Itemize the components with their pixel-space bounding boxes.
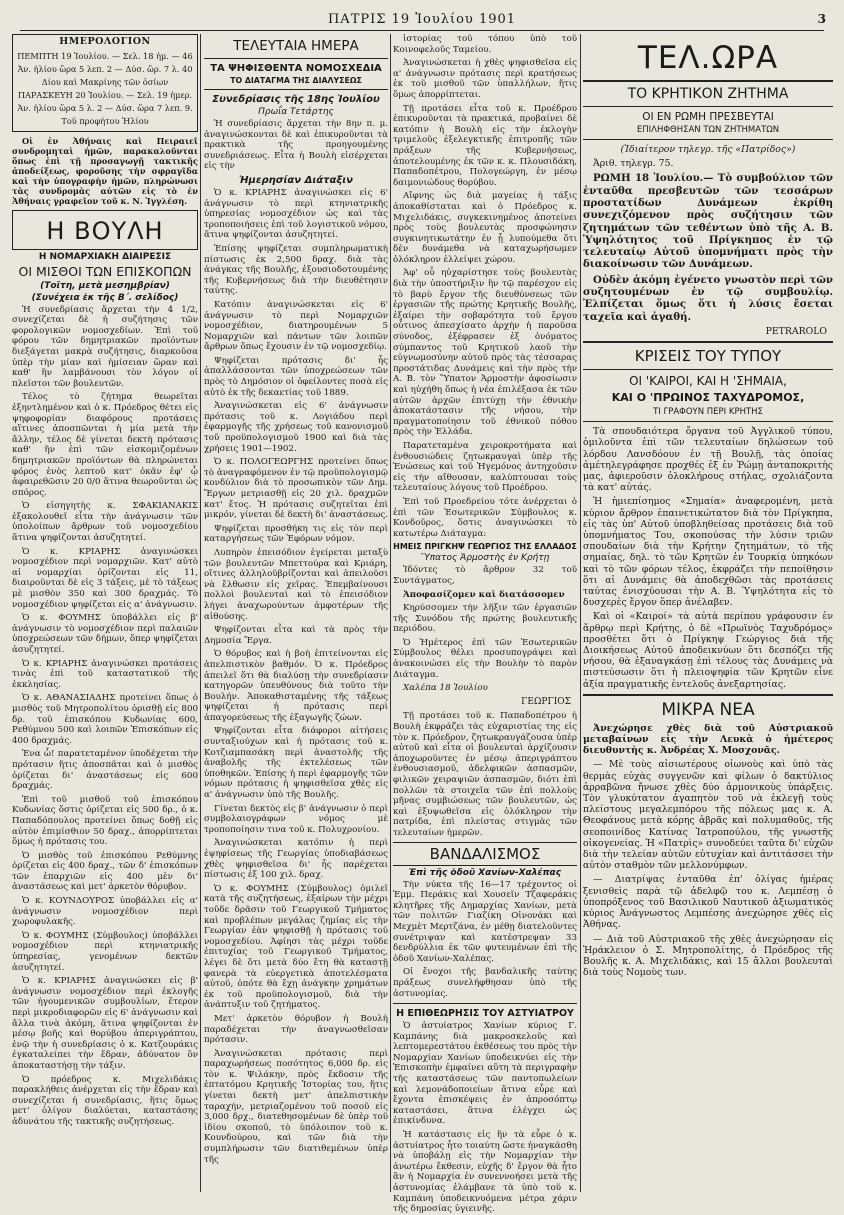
column-4 (583, 34, 833, 1192)
article-subhead: ΟΙ 'ΚΑΙΡΟΙ, ΚΑΙ Η 'ΣΗΜΑΙΑ, (629, 374, 787, 389)
article-subhead: Ἐπὶ τῆς ὁδοῦ Χανίων-Χαλέπας (408, 867, 562, 878)
divider (393, 1003, 577, 1004)
article-headline: ΒΑΝΔΑΛΙΣΜΟΣ (393, 842, 577, 866)
calendar-title: ΗΜΕΡΟΛΟΓΙΟΝ (59, 36, 151, 47)
masthead-rule (20, 30, 824, 31)
article-subhead: (Συνέχεια ἐκ τῆς Β΄. σελίδος) (31, 292, 179, 303)
article-paragraph: Τῇ προτάσει τοῦ κ. Παπαδοπέτρου ἡ Βουλὴ ἐκφράζει τὰς εὐχαριστίας της εἰς τὸν κ. Πρόεδρον, ζητωκραυγάζουσα ὑπὲρ αὐτοῦ καὶ εἶτα οἱ βουλευταὶ ἀρχίζουσιν ἀποχωροῦντες ἐν μέσῳ ἀπεριγράπτου ἐνθουσιασμοῦ, ἀδελφικῶν ἀσπασμῶν, φιλικῶν χειραψιῶν ἀσπασμῶν, διότι ἐπὶ πολλῶν τὰ στοιχεῖα τῶν ἐπὶ πολλοὺς μῆνας συμβιώσεως τῶν βουλευτῶν, ὡς καὶ ἐξυψωθεῖσα εἰς ὁλόκληρον τὴν πατρίδα, ἐπὶ πλείστας στιγμὰς τῶν τελευταίων ἡμερῶν. (393, 711, 577, 838)
article-paragraph: Τὴν νύκτα τῆς 16—17 τρέχοντος οἱ Ἐμμ. Περάκις καὶ Χουσεῖν Τζαφεράκις κλητῆρες τῆς Δημαρχίας Χανίων, μετὰ τῶν πολιτῶν Γιαζίκη Οἰνονάκι καὶ Μεχμὲτ Μερτζάνα, ἐν μέθῃ διατελοῦντες συνέτριψαν καὶ κατέστρεψαν 33 δενδρύλλια ἐκ τῶν φυτευμένων ἐπὶ τῆς ὁδοῦ Χανίων-Χαλέπας. (393, 879, 577, 964)
article-paragraph: — Διατρίψας ἐνταῦθα ἐπ' ὀλίγας ἡμέρας ξενισθεὶς παρὰ τῷ ἀδελφῷ του κ. Λεμπέσῃ ὁ ὑποπρόξενος τοῦ Βασιλικοῦ Ναυτικοῦ ἀξιωματικὸς κύριος Ἀνάγνωστος Λεμπέσης ἀνεχώρησε χθὲς εἰς Ἀθήνας. (583, 874, 833, 931)
article-paragraph: — Διὰ τοῦ Αὐστριακοῦ τῆς χθὲς ἀνεχώρησαν εἰς Ἡράκλειον ὁ Σ. Μητροπολίτης, ὁ Πρόεδρος τῆς Βουλῆς κ. Α. Μιχελιδάκις, καὶ 15 ἄλλοι βουλευταὶ διὰ τοὺς Νομοὺς των. (583, 933, 833, 979)
article-subhead: ΕΠΙΛΗΦΘΗΣΑΝ ΤΩΝ ΖΗΤΗΜΑΤΩΝ (636, 125, 780, 135)
article-subhead: ΤΑ ΨΗΦΙΣΘΕΝΤΑ ΝΟΜΟΣΧΕΔΙΑ (210, 63, 382, 74)
article-paragraph: ΡΩΜΗ 18 Ἰουλίου.— Τὸ συμβούλιον τῶν ἐνταῦθα πρεσβευτῶν τῶν τεσσάρων προστατίδων Δυνάμεων ἐκρίθη συνεχιζόμενον πρὸς συζήτησιν τῶν ζητημάτων τῶν τεθέντων ὑπὸ τῆς Α. Β. Ὑψηλότητος τοῦ Πρίγκηπος ἐν τῷ τελευταίῳ Αὐτοῦ ὑπομνήματι πρὸς τὴν διακοίνωσιν τῶν Δυνάμεων. (583, 172, 833, 271)
calendar-line: Ἀν. ἡλίου ὥρα 5 λ. 2 — Δύσ. ὥρα 7 λεπ. 9. (17, 102, 193, 113)
article-paragraph: Ἀναγινώσκεται πρότασις περὶ παραχωρήσεως ποσότητος 6,000 δρ. εἰς τὸν κ. Ψιλάκην, πρὸς ἔκδοσιν τῆς ἑπτατόμου Κρητικῆς Ἱστορίας του, ἥτις γίνεται δεκτὴ μετ' ἀπελπιστικὴν ταραχήν, μετριαζομένου τοῦ ποσοῦ εἰς 3,000 δρχ., διατεθησομένων δὲ ὑπὲρ τοῦ ἰδίου σκοποῦ, τὸ ὑπόλοιπον τοῦ κ. Κουνδούρου, καὶ τῶν διὰ τὴν συμπλήρωσιν τῶν διατιθεμένων ὑπὲρ τῆς (204, 1048, 388, 1165)
column-divider (580, 34, 581, 1192)
article-paragraph: Ψηφίζεται πρότασις δι' ἧς ἀπαλλάσσονται τῶν ὑποχρεώσεων τῶν πρὸς τὸ Δημόσιον οἱ ὀφείλοντες ποσὰ εἰς αὐτὸ ἐκ τῆς δεκαετίας τοῦ 1889. (204, 355, 388, 398)
decree-signature: ΓΕΩΡΓΙΟΣ (521, 696, 571, 707)
article-paragraph: Ψηφίζεται προσθήκη τις εἰς τὸν περὶ καταργήσεως τῶν Ἐφόρων νόμον. (204, 523, 388, 545)
article-paragraph: Οἱ ἔνοχοι τῆς βανδαλικῆς ταύτης πράξεως συνελήφθησαν ὑπὸ τῆς ἀστυνομίας. (393, 967, 577, 999)
article-paragraph: Αἴφνης ὡς διὰ μαγείας ἡ τάξις ἀποκαθίσταται καὶ ὁ Πρόεδρος κ. Μιχελιδάκις, συγκεκινημένος ἀποτείνει πρὸς τοὺς βουλευτὰς προσφώνησιν συγκινητικωτάτην ἐν ᾗ λυπούμεθα ὅτι δὲν δυνάμεθα νὰ καταχωρήσωμεν ὁλόκληρον ἐλλείψει χώρου. (393, 191, 577, 265)
article-paragraph: Κατόπιν ἀναγινώσκεται εἰς 6' ἀνάγνωσιν τὸ περὶ Νομαρχιῶν νομοσχέδιον, διατηρουμένων 5 Νομαρχιῶν καὶ πάντων τῶν λοιπῶν ἄρθρων ὅπως ἔχουσιν ἐν τῷ νομοσχεδίῳ. (204, 299, 388, 353)
article-subhead: ΤΙ ΓΡΑΦΟΥΝ ΠΕΡΙ ΚΡΗΤΗΣ (653, 407, 763, 418)
article-paragraph: Παρατεταμένα χειροκροτήματα καὶ ἐνθουσιώδεις ζητωκραυγαὶ ὑπὲρ τῆς Ἑνώσεως καὶ τοῦ Ἡγεμόνος ἀντηχοῦσιν εἰς τὴν αἴθουσαν, καλύπτουσαι τοὺς τελευταίους λόγους τοῦ Προέδρου. (393, 440, 577, 494)
article-paragraph: Λυπηρὸν ἐπεισόδιον ἐγείρεται μεταξὺ τῶν βουλευτῶν Μπεττούρα καὶ Κριάρη, οἵτινες ἀλληλοϋβρίζονται καὶ ἀπειλοῦσι νὰ ἔλθωσιν εἰς χεῖρας. Ἐπεμβαίνουσι πολλοὶ βουλευταὶ καὶ τὸ ἐπεισόδιον λήγει ἀναχωρούντων ἀμφοτέρων τῆς αἰθούσης. (204, 547, 388, 622)
calendar-box (12, 34, 198, 132)
divider (583, 139, 833, 140)
article-subhead: Η ΝΟΜΑΡΧΙΑΚΗ ΔΙΑΙΡΕΣΙΣ (38, 251, 172, 262)
article-headline: Η ΕΠΙΘΕΩΡΗΣΙΣ ΤΟΥ ΑΣΤΥΙΑΤΡΟΥ (396, 1008, 574, 1020)
calendar-line: ΠΑΡΑΣΚΕΥΗ 20 Ἰουλίου. — Σελ. 19 ἡμερ. (17, 89, 193, 100)
masthead-title: ΠΑΤΡΙΣ 19 Ἰουλίου 1901 (327, 12, 517, 27)
divider (583, 369, 833, 370)
article-paragraph: Ὁ πρόεδρος κ. Μιχελιδάκις παρακλήθεις ἀνέρχεται εἰς τὴν ἕδραν καὶ συνεχίζεται ἡ συνεδρίασις, ἥτις ὅμως μετ' ὀλίγον διαλύεται, καταστάσης ἀδυνάτου τῆς τακτικῆς συζητήσεως. (12, 1074, 198, 1127)
decree-heading: ΗΜΕΙΣ ΠΡΙΓΚΗΨ ΓΕΩΡΓΙΟΣ ΤΗΣ ΕΛΛΑΔΟΣ (393, 542, 577, 552)
article-paragraph: Ἡ κατάστασις εἰς ἣν τὰ εὗρε ὁ κ. ἀστυίατρος ἦτο τοιαύτη ὥστε ἠναγκάσθη νὰ ὑποβάλῃ εἰς τὴν Νομαρχίαν τὴν ἀνωτέρω ἔκθεσιν, εὐχῆς δ' ἔργον θὰ ἦτο ἂν ἡ Νομαρχία ἐν συνεννοήσει μετὰ τῆς ἀστυνομίας ἐλάμβανε τὰ ὑπὸ τοῦ κ. Καμπάνη ὑποδεικνυόμενα μέτρα χάριν τῆς δημοσίας ὑγιεινῆς. (393, 1130, 577, 1215)
article-paragraph: — Μὲ τοὺς αἰσιωτέρους οἰωνοὺς καὶ ὑπὸ τὰς θερμὰς εὐχὰς συγγενῶν καὶ φίλων ὁ δακτύλιος ἀρραβῶνα ἤνωσε χθὲς δύο ἁρμονικοὺς ὑπάρξεις. Τὸν γλυκύτατον ἀγαπητὸν τοῦ νὰ ἐκλεγῇ τοὺς πλείστους μεγαλεμπόρου τῆς πόλεως μας κ. Α. Θεοφάνους μετὰ κόρης ἁβρᾶς καὶ πολυμαθοῦς, τῆς σεοποινίδος Κατίνας Ἰατροπούλου, τῆς γνωστῆς οἰκογενείας. Ἡ «Πατρὶς» συνοδεύει ταῦτα δι' εὐχῶν διὰ τὴν τελείαν αὐτῶν εὐτυχίαν καὶ ἀντιτάσσει τὴν αὐτὸν σταθμὸν τῶν μελλονύμφων. (583, 759, 833, 872)
article-paragraph: Ὁ κ. ΦΟΥΜΗΣ ὑποβάλλει εἰς β' ἀνάγνωσιν τὸ νομοσχέδιον περὶ παλαιῶν ὑποχρεώσεων τῶν δήμων, ὅπερ ψηφίζεται ἀσυζητητεί. (12, 613, 198, 655)
article-paragraph: Ἐνα ὦ! παρατεταμένον ὑποδέχεται τὴν πρότασιν ἥτις ἀποσπᾶται καὶ ὁ μισθὸς ὁρίζεται δι' ἀναστάσεως εἰς 600 δραχμάς. (12, 749, 198, 792)
article-paragraph: Ὁ κ. ΚΡΙΑΡΗΣ ἀναγινώσκει νομοσχέδιον περὶ νομαρχιῶν. Κατ' αὐτὸ αἱ νομαρχίαι ὁρίζονται εἰς 11, διαιροῦνται δὲ εἰς 3 τάξεις, μὲ τὸ τάξεως μὲ μισθὸν 350 καὶ 300 δραχμάς. Τὸ νομοσχέδιον ψηφίζεται εἰς α' ἀνάγνωσιν. (12, 546, 198, 610)
article-paragraph: Ψηφίζονται εἶτα διάφοροι αἰτήσεις συνταξιούχων καὶ ἡ πρότασις τοῦ κ. Κοτζιαμπασάκη περὶ ἀναστολῆς τῆς ἀναβολῆς τῆς ἐκτελέσεως τῶν ὑποθηκῶν. Ἐπίσης ἡ περὶ ἐφαρμογῆς τῶν νόμων πρότασις ἡ ψηφισθεῖσα χθὲς εἰς α' ἀνάγνωσιν ὑπὸ τῆς Βουλῆς. (204, 726, 388, 801)
article-paragraph: Ἀναγινώσκεται εἰς 6' ἀνάγνωσιν πρότασις τοῦ κ. Λογιάδου περὶ ἐφαρμογῆς τῆς χρήσεως τοῦ κανονισμοῦ τοῦ προϋπολογισμοῦ 1900 καὶ διὰ τὰς χρήσεις 1901—1902. (204, 401, 388, 454)
article-paragraph: Ὁ κ. ΑΘΑΝΑΣΙΑΔΗΣ προτείνει ὅπως ὁ μισθὸς τοῦ Μητροπολίτου ὁρισθῇ εἰς 800 δρ. τοῦ ἐπισκόπου Κυδωνίας 600, Ρεθύμνου 500 καὶ λοιπῶν Ἐπισκόπων εἰς 400 δραχμάς. (12, 693, 198, 746)
article-headline: ΜΙΚΡΑ ΝΕΑ (661, 699, 755, 720)
article-paragraph: Ὁ κ. ΚΡΙΑΡΗΣ ἀναγινώσκει προτάσεις τινὰς ἐπὶ τοῦ καταστατικοῦ τῆς ἐκκλησίας. (12, 658, 198, 690)
calendar-line: Δίου καὶ Μακρίνης τῶν ὁσίων (41, 76, 169, 87)
article-headline: ΤΕΛΕΥΤΑΙΑ ΗΜΕΡΑ (233, 38, 359, 54)
article-subhead: Συνεδρίασις τῆς 18ης Ἰουλίου (212, 94, 380, 105)
article-paragraph: Γίνεται δεκτὸς εἰς β' ἀνάγνωσιν ὁ περὶ συμβολαιογράφων νόμος μὲ τροποποίησιν τινα τοῦ κ. Πολυχρονίου. (204, 803, 388, 835)
column-divider (390, 34, 391, 1192)
page-number: 3 (817, 12, 826, 26)
article-paragraph: Ἐπίσης ψηφίζεται συμπληρωματικὴ πίστωσις ἐκ 2,500 δραχ. διὰ τὰς ἀνάγκας τῆς Βουλῆς, ἐξουσιοδοτουμένης τῆς Κυβερνήσεως διὰ τὴν διευθέτησιν ταύτης. (204, 243, 388, 297)
article-paragraph: Ὁ κ. ΠΟΛΟΓΕΩΡΓΗΣ προτείνει ὅπως τὸ ἀναγραφόμενον ἐν τῷ προϋπολογισμῷ κονδύλιον διὰ τὸ προσωπικὸν τῶν Δημ. Ἔργων μετριασθῇ εἰς 20 χιλ. δραχμῶν κατ' ἔτος. Ἡ πρότασις συζητεῖται ἐπὶ μικρόν, γίνεται δὲ δεκτὴ δι' ἀναστάσεως. (204, 457, 388, 521)
article-headline: ΤΟ ΚΡΗΤΙΚΟΝ ΖΗΤΗΜΑ (627, 86, 789, 102)
article-paragraph: Οὐδὲν ἀκόμη ἐγένετο γνωστὸν περὶ τῶν συζητουμένων ἐν τῷ συμβουλίῳ. Ἐλπίζεται ὅμως ὅτι ἡ λύσις ἔσεται ταχεῖα καὶ ἀγαθή. (583, 273, 833, 323)
article-paragraph: Ὁ μισθὸς τοῦ ἐπισκόπου Ρεθύμνης ὁρίζεται εἰς 400 δραχ., τῶν δ' ἐπισκόπων τῶν ἐπαρχιῶν εἰς 400 μὲν δι' ἀναστάσεως καὶ μετ' ἀρκετὸν θόρυβον. (12, 850, 198, 893)
article-paragraph: ἱστορίας τοῦ τόπου ὑπὸ τοῦ Κοινοφελοῦς Ταμείου. (393, 34, 577, 55)
calendar-line: Ἀν. ἡλίου ὥρα 5 λεπ. 2 — Δύσ. ὥρ. 7 λ. 40 (17, 63, 193, 74)
article-paragraph: Ἰδόντες τὸ ἄρθρον 32 τοῦ Συντάγματος, (393, 565, 577, 586)
article-paragraph: Ἐπὶ τοῦ μισθοῦ τοῦ ἐπισκόπου Κυδωνίας ὅστις ὁρίζεται εἰς 500 δρ., ὁ κ. Παπαδόπουλος προτείνει ὅπως δοθῇ εἰς αὐτὸν ἐπιμίσθιον 50 δραχ., ἀπορρίπτεται ὅμως ἡ πρότασις του. (12, 794, 198, 848)
article-subhead: (Τοῖτη, μετὰ μεσημβρίαν) (40, 280, 170, 291)
article-headline: ΚΡΙΣΕΙΣ ΤΟΥ ΤΥΠΟΥ (634, 347, 782, 366)
article-paragraph: Ὁ ἀστυίατρος Χανίων κύριος Γ. Καμπάνης διὰ μακροσκελοῦς καὶ λεπτομερεστάτου ἐκθέσεως του πρὸς τὴν Νομαρχίαν Χανίων ὑποδεικνύει εἰς τὴν Ἐπισκοπὴν ἐμφαίνει αὕτη τὰ περιγραφὴν τῆς καταστάσεως τῶν παντοπωλείων καὶ λεμονάδοποιείων ἅτινα εὗρε καὶ ἔχοντα ἐπισκέψεις ἐν ἀπροσόπτῳ καταστάσει, ἅτινα ἐλέγχει ὡς ἐπικίνδυνα. (393, 1021, 577, 1127)
divider (204, 58, 388, 59)
divider (204, 89, 388, 90)
article-paragraph: Ὁ κ. ΚΡΙΑΡΗΣ ἀναγινώσκει εἰς β' ἀνάγνωσιν νομοσχέδιον περὶ ἐκλογῆς τῶν ἡγουμενικῶν συμβουλίων, ἕτερον περὶ μικροδιαφορῶν εἰς 6' ἀνάγνωσιν καὶ ἄλλα τινὰ ἀκόμη, ἅτινα ψηφίζονται ἐν μέσῳ βοῆς καὶ θορύβου ἀπεριγράπτου, ἐνῷ τὴν ἡ συνεδρίασις ὁ κ. Κατζουράκις ἐγκαταλείπει τὴν ἕδραν, ἀδύνατον ὂν ἀποκαταστήσῃ τὴν τάξιν. (12, 976, 198, 1071)
divider (583, 106, 833, 107)
telegram-source: (Ἰδιαίτερον τηλεγρ. τῆς «Πατρίδος») (620, 144, 796, 155)
divider (583, 80, 833, 82)
article-subhead: ΟΙ ΜΙΣΘΟΙ ΤΩΝ ΕΠΙΣΚΟΠΩΝ (18, 263, 192, 279)
decree-date: Χαλέπα 18 Ἰουλίου (403, 683, 488, 694)
divider (583, 341, 833, 343)
article-subhead: ΚΑΙ Ο 'ΠΡΩΙΝΟΣ ΤΑΧΥΔΡΟΜΟΣ, (611, 391, 805, 405)
column-divider (200, 34, 201, 1192)
column-3 (393, 34, 577, 1215)
article-paragraph: Ὁ Ἡμέτερος ἐπὶ τῶν Ἐσωτερικῶν Σύμβουλος θέλει προσυπογράψει καὶ ἀνακοινώσει εἰς τὴν Βουλὴν τὸ παρὸν Διάταγμα. (393, 637, 577, 680)
decree-subheading: Ὕπατος Ἁρμοστὴς ἐν Κρήτῃ (420, 553, 550, 564)
article-paragraph: Ὁ κ. ΚΟΥΝΔΟΥΡΟΣ ὑποβάλλει εἰς α' ἀνάγνωσιν νομοσχέδιον περὶ χωροφυλακῆς. (12, 896, 198, 928)
article-paragraph: Μετ' ἀρκετὸν θόρυβον ἡ Βουλὴ παραδέχεται τὴν ἀναγνωσθεῖσαν πρότασιν. (204, 1013, 388, 1046)
divider (583, 421, 833, 422)
article-paragraph: Ἀφ' οὗ ηὐχαρίστησε τοὺς βουλευτὰς διὰ τὴν ὑποστήριξιν ἣν τῷ παρέσχον εἰς τὸ βαρὺ ἔργον τῆς διευθύνσεως τῶν ἐργασιῶν τῆς πρώτης Κρητικῆς Βουλῆς, ἐξαίρει τὴν σοβαρότητα τοῦ ἔργου οὗτινος ἀπεσχίσατο ἀρχὴν ἡ παροῦσα σύνοδος, ἐξέφρασεν ἐξ ὀνόματος σύμπαντος τοῦ Κρητικοῦ λαοῦ τὴν εὐγνωμοσύνην αὐτοῦ πρὸς τὰς τέσσαρας προστάτιδας Δυνάμεις καὶ τὴν πρὸς τὴν Α. Β. τὸν Ὕπατον Ἁρμοστὴν ἀφοσίωσιν καὶ ηὐχήθη ὅπως ἡ νέα ἐπιλέξασα ἐκ τῶν αὐτῶν ἀρχῶν ἐπιτύχῃ τὴν ἐθνικὴν ἀποκατάστασιν τῆς νήσου, τὴν πραγματοποίησιν τοῦ ἐθνικοῦ πόθου πρὸς τὴν Ἑλλάδα. (393, 268, 577, 438)
article-paragraph: Τὰ σπουδαιότερα ὄργανα τοῦ Ἀγγλικοῦ τύπου, ὁμιλοῦντα ἐπὶ τῶν τελευταίων δηλώσεων τοῦ λόρδου Λανσδόουν ἐν τῇ Βουλῇ, τὰς ὁποίας ἀμέτηλεγράφησε προχθές ἐξ ἐν Ῥώμῃ ἀνταποκριτὴς μας, ἀφιεροῦσιν ὁλοκλήρους στήλας, σχολιάζοντα τὰ κατ' αὐτάς. (583, 426, 833, 494)
article-paragraph: Τέλος τὸ ζήτημα θεωρεῖται ἐξηντλημένον καὶ ὁ κ. Πρόεδρος θέτει εἰς ψηφοφορίαν διαφόρους προτάσεις αἵτινες ἀποσπῶνται ἡ μία μετὰ τὴν ἄλλην, τέλος δὲ γίνεται δεκτὴ πρότασις καθ' ἣν ἐπὶ τῶν εἰσκομιζομένων δημητριακῶν προϊόντων θὰ πληρώνεται φόρος ἑνὸς λεπτοῦ κατ' ὀκᾶν ἐφ' ᾧ ἀφαιρεθῶσιν 20 0/0 ἅτινα θεωροῦνται ὡς σπόρος. (12, 392, 198, 498)
article-paragraph: Ὁ κ. ΚΡΙΑΡΗΣ ἀναγινώσκει εἰς 6' ἀνάγνωσιν τὸ περὶ κτηνιατρικῆς ὑπηρεσίας νομοσχέδιον ὡς καὶ τὰς τροποποιήσεις ἐπὶ τοῦ λογιστικοῦ νόμου, ἅτινα ψηφίζονται ἀσυζητητεί. (204, 187, 388, 241)
column-1 (12, 34, 198, 1192)
section-headline: ΤΕΛ.ΩΡΑ (637, 40, 779, 76)
article-paragraph: Ἀναγινώσκεται κατόπιν ἡ περὶ ἐψηφίσεως τῆς Γεωργίας ὑποδιαβάσεως χθὲς ψηφισθεῖσα δι' ἧς παρέχεται πίστωσις ἐξ 100 χιλ. δραχ. (204, 838, 388, 881)
telegram-number: Ἀριθ. τηλεγρ. 75. (593, 158, 674, 170)
article-paragraph: Τῇ προτάσει εἶτα τοῦ κ. Προέδρου ἐπικυροῦνται τὰ πρακτικά, προβαίνει δὲ κατόπιν ἡ Βουλὴ εἰς τὴν ἐκλογὴν τριμελοῦς ἐξελεγκτικῆς ἐπιτροπῆς τῶν πράξεων τῆς Κυβερνήσεως, ἀποτελουμένης ἐκ τῶν κ. κ. Πλουσιδάκη, Παπαδοπέτρου, Πολογεώργη, ἐν μέσῳ δαιμονιώδους θορύβου. (393, 103, 577, 188)
article-paragraph: Κηρύσσομεν τὴν λῆξιν τῶν ἐργασιῶν τῆς Συνόδου τῆς πρώτης βουλευτικῆς περιόδου. (393, 603, 577, 635)
masthead (0, 10, 844, 30)
article-subhead: ΟΙ ΕΝ ΡΩΜΗ ΠΡΕΣΒΕΥΤΑΙ (642, 111, 774, 123)
article-subhead: Πρωΐα Τετάρτης (258, 107, 334, 117)
article-paragraph: Ὁ κ. ΦΟΥΜΗΣ (Σύμβουλος) ὑποβάλλει νομοσχέδιον περὶ κτηνιατρικῆς ὑπηρεσίας, γενομένων δεκτῶν ἀσυζητητεί. (12, 930, 198, 973)
article-paragraph: Ὁ θόρυβος καὶ ἡ βοὴ ἐπιτείνονται εἰς ἀπελπιστικὸν βαθμόν. Ὁ κ. Πρόεδρος ἀπειλεῖ ὅτι θὰ διαλύσῃ τὴν συνεδρίασιν κατηγορῶν ὑπευθύνους διὰ τοῦτο τὴν Βουλήν. Ἀποκαθισταμένης τῆς τάξεως ψηφίζεται ἡ πρότασις περὶ ἀπαγορεύσεως τῆς ἐξαγωγῆς ζώων. (204, 649, 388, 723)
article-paragraph: Ἐπὶ τοῦ Προεδρείου τότε ἀνέρχεται ὁ ἐπὶ τῶν Ἐσωτερικῶν Σύμβουλος κ. Κονδοῦρος, ὅστις ἀναγινώσκει τὸ κατωτέρω Διάταγμα: (393, 496, 577, 539)
divider (583, 694, 833, 696)
correspondent-signature: PETRAROLO (765, 325, 827, 337)
article-paragraph: Καὶ οἱ «Καιροί» τὰ αὐτὰ περίπου γράφουσιν ἐν ἄρθρῳ περὶ Κρήτης, ὁ δὲ «Πρωϊνὸς Ταχυδρόμος» προσθέτει ὅτι ὁ Πρίγκηψ Γεώργιος διὰ τῆς Διοικήσεως Αὐτοῦ ἀποδεικνύων ὅτι δεσπόζει τῆς νήσου, θὰ ἐξαναγκάσῃ ἐπὶ τέλους τὰς Δυνάμεις νὰ πιστεύσωσιν ὅτι ἡ πλειοψηφία τῶν Κρητῶν εἶνε ἀξία πραγματικῆς ἐντελοῦς ἀνεξαρτησίας. (583, 611, 833, 690)
article-headline: Η ΒΟΥΛΗ (12, 210, 198, 250)
article-paragraph: Ψηφίζονται εἶτα καὶ τὰ πρὸς τὴν Δημοσία Ἔργα. (204, 625, 388, 646)
column-2 (204, 34, 388, 1192)
article-paragraph: Ἀποφασίζομεν καὶ διατάσσομεν (403, 589, 565, 600)
article-subhead: Ἡμερησίαν Διάταξιν (239, 174, 353, 186)
article-paragraph: Ἀναγινώσκεται ἡ χθὲς ψηφισθεῖσα εἰς α' ἀνάγνωσιν πρότασις περὶ κρατήσεως ἐκ τοῦ μισθοῦ τῶν ὑπαλλήλων, ἥτις ὅμως ἀπορρίπτεται. (393, 58, 577, 100)
article-paragraph: Ὁ εἰσηγητὴς κ. ΣΦΑΚΙΑΝΑΚΙΣ ἐξακολουθεῖ εἶτα τὴν ἀνάγνωσιν τῶν ὑπολοίπων ἄρθρων τοῦ νομοσχεδίου ἅτινα ψηφίζονται ἀσυζητητεί. (12, 501, 198, 544)
article-paragraph: Ἡ ἡμιεπίσημος «Σημαία» ἀναφερομένη, μετὰ κύριον ἄρθρον ἐπαινετικώτατον διὰ τὸν Πρίγκηπα, εἰς τὰς ὑπ' Αὐτοῦ ὑποβληθείσας προτάσεις διὰ τοῦ ὑπομνήματος Του, σκοπούσας τὴν λύσιν τριῶν σπουδαίων διὰ τὴν Κρήτην ζητημάτων, τὸ τῆς σημαίας, δηλ. τὸ τῶν Κρητῶν ἐν Τουρκίᾳ ὑπηκόων καὶ τὸ τῶν φόρων τέλος, ἐκφράζει τὴν πεποίθησιν ὅτι αἱ Δυνάμεις θὰ ἀποδεχθῶσι τὰς προτάσεις ταύτας ἐνισχύουσαι τὴν Α. Β. Ὑψηλότητα εἰς τὸ δυσχερὲς ἔργον ὅπερ ἀνέλαβεν. (583, 496, 833, 609)
calendar-line: ΠΕΜΠΤΗ 19 Ἰουλίου. — Σελ. 18 ἡμ. — 46 (17, 50, 193, 61)
article-paragraph: Ἀνεχώρησε χθὲς διὰ τοῦ Αὐστριακοῦ μεταβαίνων εἰς τὴν Λευκὰ ὁ ἡμέτερος διευθυντὴς κ. Ἀνδρέας Χ. Μοσχονᾶς. (583, 722, 833, 757)
calendar-line: Τοῦ προφήτου Ἠλίου (61, 115, 149, 126)
article-paragraph: Ἡ συνεδρίασις ἄρχεται τὴν 8ην π. μ. ἀναγινώσκονται δὲ καὶ ἐπικυροῦνται τὰ πρακτικὰ τῆς προηγουμένης συνεδριάσεως. Εἶτα ἡ Βουλὴ εἰσέρχεται εἰς τὴν (204, 119, 388, 172)
subscriber-notice: Οἱ ἐν Ἀθήναις καὶ Πειραιεῖ συνδρομηταὶ ἡμῶν, παρακαλοῦνται ὅπως ἐπὶ τῇ προσαγωγῇ τακτικῆς ἀποδείξεως, φοροῦσης τὴν σφραγῖδα καὶ τὴν ὑπογραφὴν ἡμῶν, πληρώνωσι τὰς συνδρομὰς αὐτῶν εἰς τὸ ἐν Ἀθήναις γραφεῖον τοῦ κ. Ν. Ἰγγλέση. (12, 135, 198, 206)
article-paragraph: Ὁ κ. ΦΟΥΜΗΣ (Σύμβουλος) ὁμιλεῖ κατὰ τῆς συζητήσεως, ἐξαίρων τὴν μέχρι τοῦδε δρᾶσιν τοῦ Γεωργικοῦ Τμήματος καὶ προβλέπων μεγάλας ζημίας εἰς τὴν Γεωργίαν ἐὰν ψηφισθῇ ἡ πρότασις τοῦ νομοσχεδίου. Ἀφίησι τὰς μέχρι τοῦδε ἐπιτυχίας τοῦ Γεωργικοῦ Τμήματος, λέγει δὲ ὅτι μετὰ δύο ἔτη θὰ καταστῇ φανερὰ τὰ εὐεργετικὰ ἀποτελέσματα αὐτοῦ, ὁπότε θὰ ἔχῃ ἀνάγκην χρημάτων ἐκ τοῦ προϋπολογισμοῦ, διὰ τὴν ἀνάπτυξιν τοῦ ζητήματος. (204, 883, 388, 1011)
article-subhead: ΤΟ ΔΙΑΤΑΓΜΑ ΤΗΣ ΔΙΑΛΥΣΕΩΣ (230, 76, 362, 85)
article-paragraph: Ἡ συνεδρίασις ἄρχεται τὴν 4 1/2, συνεχίζεται δὲ ἡ συζήτησις τῶν φορολογικῶν νομοσχεδίων. Ἐπὶ τοῦ φόρου τῶν δημητριακῶν προϊόντων διεξάγεται μακρὰ συζήτησις, διαρκοῦσα ὑπὲρ τὴν μίαν καὶ ἡμίσειαν ὥραν καὶ καθ' ἣν λαμβάνουσι τὸν λόγον οἱ πλεῖστοι τῶν βουλευτῶν. (12, 304, 198, 389)
